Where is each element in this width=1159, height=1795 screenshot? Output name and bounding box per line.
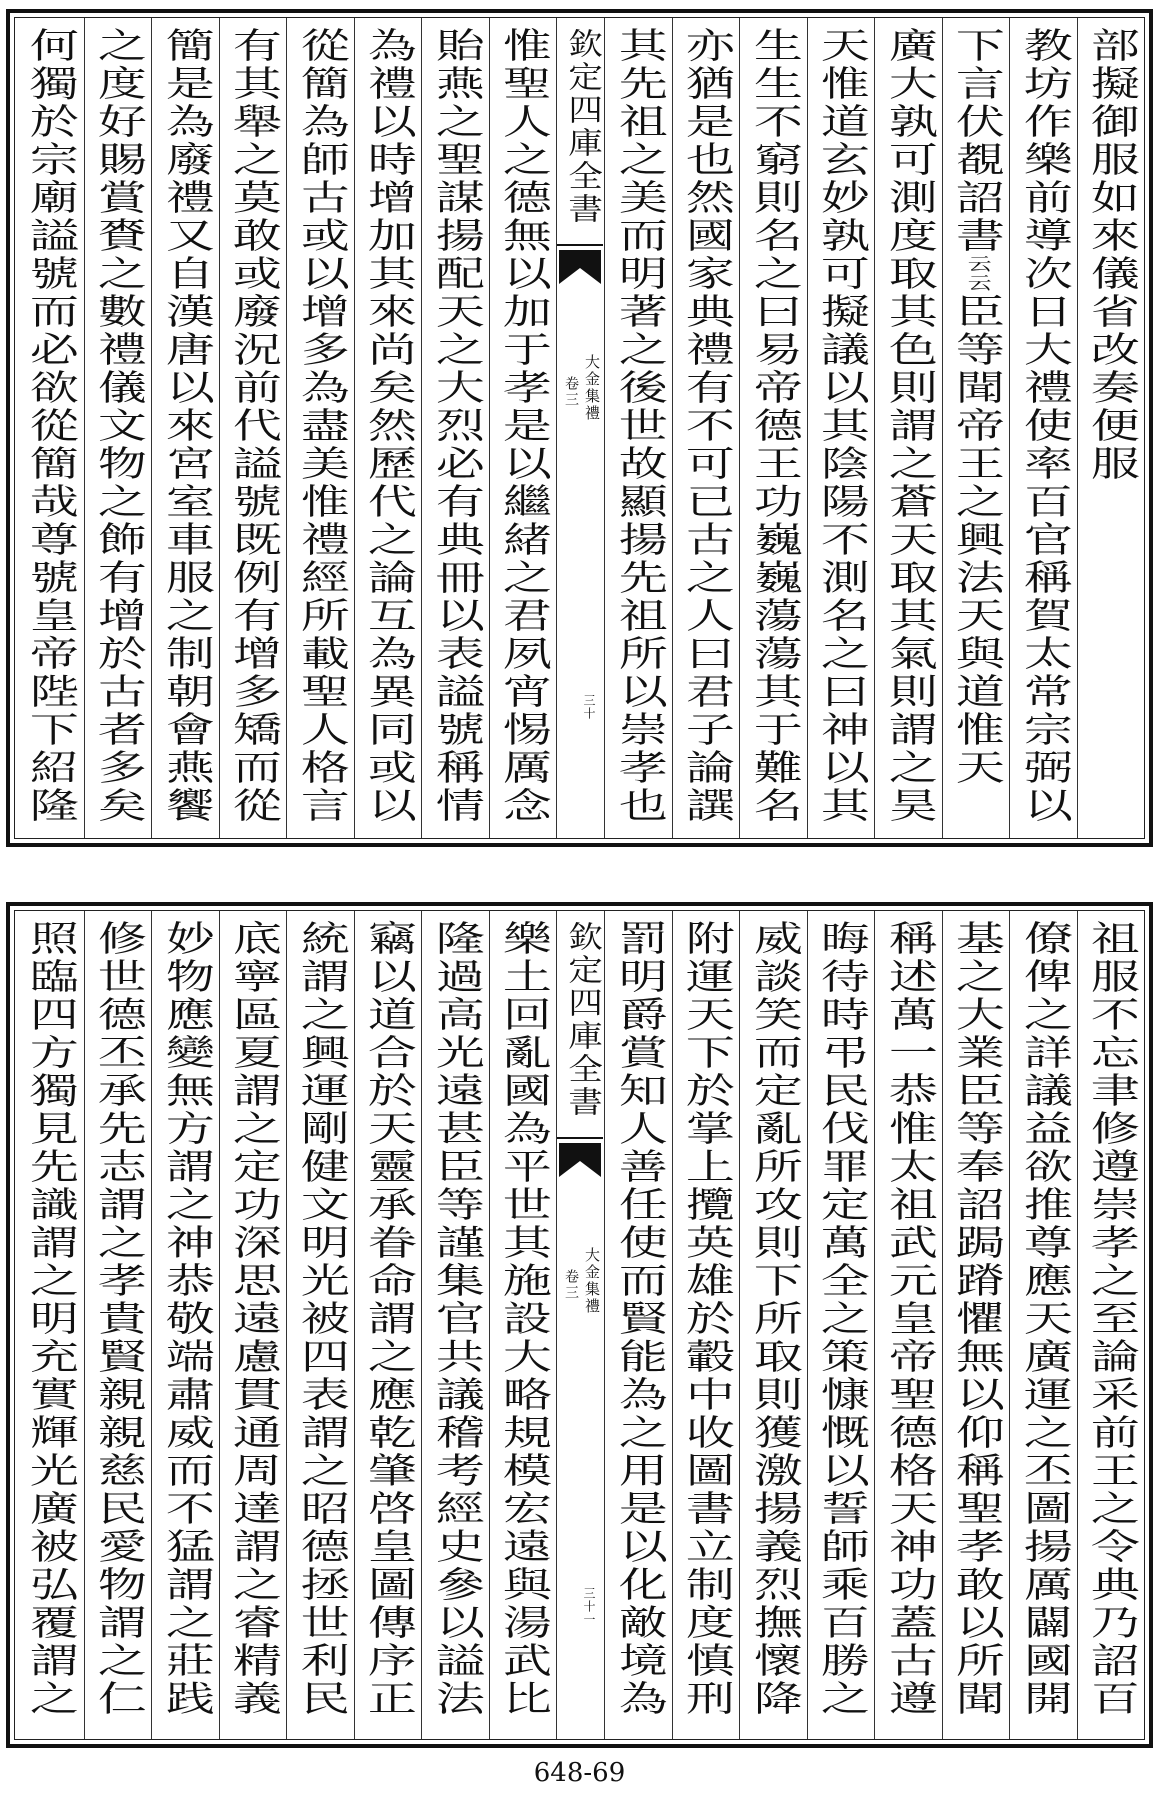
work-title: 大金集禮 <box>583 1247 601 1315</box>
column-text: 從簡為師古或以增多為盡美惟禮經所載聖人格言 <box>292 27 349 825</box>
text-column <box>16 911 84 1739</box>
column-text: 其先祖之美而明著之後世故顯揚先祖所以崇孝也 <box>610 27 667 825</box>
center-gutter <box>556 911 604 1739</box>
column-text: 之度好賜賞賚之數禮儀文物之飾有增於古者多矣 <box>90 27 147 825</box>
text-column <box>16 18 84 838</box>
text-column <box>219 18 287 838</box>
column-text: 樂土回亂國為平世其施設大略規模宏遠與湯武比 <box>495 920 552 1718</box>
column-text: 竊以道合於天靈承眷命謂之應乾肇啓皇圖傳序正 <box>360 920 417 1718</box>
column-text: 底寧區夏謂之定功深思遠慮貫通周達謂之睿精義 <box>225 920 282 1718</box>
text-column <box>807 911 875 1739</box>
column-text: 附運天下於掌上攬英雄於轂中收圖書立制度慎刑 <box>678 920 735 1718</box>
column-text: 威談笑而定亂所攻則下所取則獲激揚義烈撫懷降 <box>745 920 802 1718</box>
text-column <box>672 18 740 838</box>
column-text: 妙物應變無方謂之神恭敬端肅威而不猛謂之莊践 <box>157 920 214 1718</box>
text-column <box>489 18 557 838</box>
column-text: 為禮以時增加其來尚矣然歷代之論互為異同或以 <box>360 27 417 825</box>
text-column <box>1077 18 1145 838</box>
fishtail-icon <box>557 1135 603 1181</box>
text-column <box>354 18 422 838</box>
text-column <box>1077 911 1145 1739</box>
column-text-segment: 臣等聞帝王之興法天與道惟天 <box>948 293 1005 787</box>
column-text <box>948 27 1005 787</box>
text-column <box>874 18 942 838</box>
volume-label: 卷三 <box>563 1269 579 1301</box>
text-column <box>151 911 219 1739</box>
text-column <box>84 18 152 838</box>
column-text: 惟聖人之德無以加于孝是以繼緒之君夙宵惕厲念 <box>495 27 552 825</box>
text-column <box>1009 911 1077 1739</box>
column-text: 部擬御服如來儀省改奏便服 <box>1083 27 1140 483</box>
column-text: 教坊作樂前導次日大禮使率百官稱賀太常宗弼以 <box>1015 27 1072 825</box>
fishtail-icon <box>557 242 603 288</box>
column-text: 修世德丕承先志謂之孝貴賢親親慈民愛物謂之仁 <box>90 920 147 1718</box>
text-column <box>942 18 1010 838</box>
text-column <box>286 911 354 1739</box>
text-column <box>604 911 672 1739</box>
column-text: 照臨四方獨見先識謂之明充實輝光廣被弘覆謂之 <box>22 920 79 1718</box>
text-column <box>942 911 1010 1739</box>
column-text: 貽燕之聖謀揚配天之大烈必有典冊以表謚號稱情 <box>427 27 484 825</box>
text-column <box>354 911 422 1739</box>
text-column <box>286 18 354 838</box>
text-column <box>84 911 152 1739</box>
column-text: 亦猶是也然國家典禮有不可已古之人曰君子論譔 <box>678 27 735 825</box>
column-text: 基之大業臣等奉詔跼蹐懼無以仰稱聖孝敢以所聞 <box>948 920 1005 1718</box>
column-text: 晦待時弔民伐罪定萬全之策慷慨以誓師乘百勝之 <box>813 920 870 1718</box>
column-text: 何獨於宗廟謚號而必欲從簡哉尊號皇帝陛下紹隆 <box>22 27 79 825</box>
text-column <box>739 911 807 1739</box>
text-column <box>604 18 672 838</box>
top-text-frame <box>14 17 1145 839</box>
book-title: 欽定四庫全書 <box>560 921 602 1119</box>
column-text: 統謂之興運剛健文明光被四表謂之昭德拯世利民 <box>292 920 349 1718</box>
column-text: 僚俾之詳議益欲推尊應天廣運之丕圖揚厲闢國開 <box>1015 920 1072 1718</box>
text-column <box>219 911 287 1739</box>
text-column <box>1009 18 1077 838</box>
text-column <box>672 911 740 1739</box>
page-number: 648-69 <box>533 1758 626 1788</box>
column-text: 祖服不忘聿修遵崇孝之至論采前王之令典乃詔百 <box>1083 920 1140 1718</box>
folio-number: 三十 <box>582 694 596 720</box>
center-gutter <box>556 18 604 838</box>
top-folio-panel <box>6 9 1153 847</box>
text-column <box>739 18 807 838</box>
work-title: 大金集禮 <box>583 354 601 422</box>
text-column <box>421 18 489 838</box>
text-column <box>489 911 557 1739</box>
column-text: 簡是為廢禮又自漢唐以來宮室車服之制朝會燕饗 <box>157 27 214 825</box>
interlinear-note: 云云 <box>962 255 991 293</box>
column-text-segment: 下言伏覩詔書 <box>948 27 1005 255</box>
column-text: 隆過高光遠甚臣等謹集官共議稽考經史參以謚法 <box>427 920 484 1718</box>
folio-number: 三十一 <box>582 1587 596 1626</box>
column-text: 生生不窮則名之曰易帝德王功巍巍蕩蕩其于難名 <box>745 27 802 825</box>
book-title: 欽定四庫全書 <box>560 28 602 226</box>
bottom-text-frame <box>14 910 1145 1740</box>
text-column <box>807 18 875 838</box>
volume-label: 卷三 <box>563 376 579 408</box>
bottom-folio-panel <box>6 902 1153 1748</box>
column-text: 天惟道玄妙孰可擬議以其陰陽不測名之曰神以其 <box>813 27 870 825</box>
text-column <box>421 911 489 1739</box>
column-text: 有其舉之莫敢或廢況前代謚號既例有增多矯而從 <box>225 27 282 825</box>
text-column <box>151 18 219 838</box>
column-text: 稱述萬一恭惟太祖武元皇帝聖德格天神功蓋古遵 <box>880 920 937 1718</box>
text-column <box>874 911 942 1739</box>
column-text: 罰明爵賞知人善任使而賢能為之用是以化敵境為 <box>610 920 667 1718</box>
column-text: 廣大孰可測度取其色則謂之蒼天取其氣則謂之昊 <box>880 27 937 825</box>
